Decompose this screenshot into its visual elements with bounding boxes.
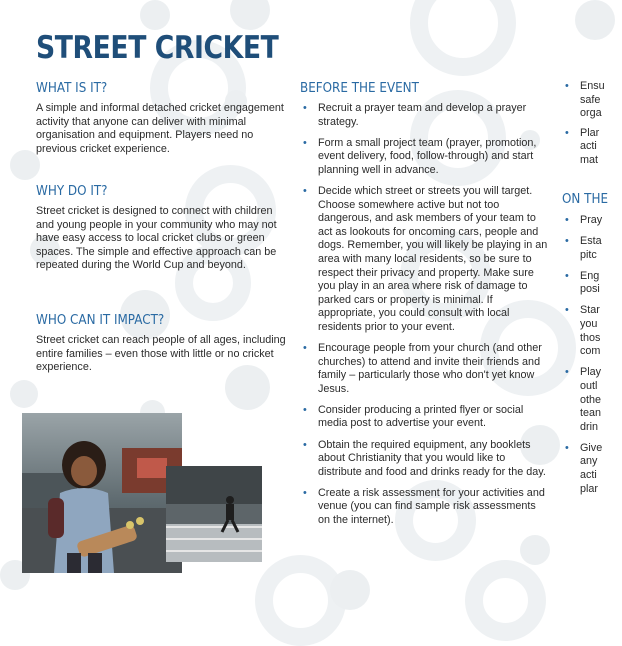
photo-young-person	[22, 413, 182, 573]
list-item: • Create a risk assessment for your activities and venue (you can find sample risk assessments on the internet).	[300, 487, 548, 528]
right-list-top	[562, 80, 622, 175]
right-list-bottom	[562, 214, 622, 504]
what-text: A simple and informal detached cricket engagement activity that anyone can deliver with minimal organisation and equipment. Players need no previous cricket experience.	[36, 102, 284, 155]
list-item: • Esta pitc	[562, 235, 622, 262]
before-list	[300, 102, 548, 535]
page-title: STREET CRICKET	[36, 30, 279, 66]
right-column-clipped	[562, 0, 609, 600]
why-text: Street cricket is designed to connect with children and young people in your community who may not have easy access to local cricket clubs or green spaces. The simple and effective approach can be repeated during the World Cup and beyond.	[36, 205, 277, 272]
list-item: • Plar acti mat	[562, 127, 622, 168]
list-item: • Play outl othe tean drin	[562, 366, 622, 434]
list-item: • Star you thos com	[562, 304, 622, 358]
photo-person-walking	[166, 466, 262, 562]
list-item: • Consider producing a printed flyer or social media post to advertise your event.	[300, 404, 548, 431]
list-item: • Encourage people from your church (and other churches) to attend and invite their friends and family – particularly those who don't yet know Jesus.	[300, 342, 548, 396]
who-text: Street cricket can reach people of all ages, including entire families – even those with little or no cricket experience.	[36, 334, 286, 374]
what-heading: WHAT IS IT?	[36, 81, 108, 96]
list-item: • Eng posi	[562, 270, 622, 297]
list-item: • Give any acti plar	[562, 442, 622, 496]
why-heading: WHY DO IT?	[36, 184, 108, 199]
list-item: • Pray	[562, 214, 622, 228]
list-item: • Ensu safe orga	[562, 80, 622, 121]
list-item: • Recruit a prayer team and develop a prayer strategy.	[300, 102, 548, 129]
on-the-day-heading: ON THE	[562, 192, 609, 207]
who-heading: WHO CAN IT IMPACT?	[36, 313, 165, 328]
list-item: • Form a small project team (prayer, promotion, event delivery, food, follow-through) and start planning well in advance.	[300, 137, 548, 178]
before-heading: BEFORE THE EVENT	[300, 81, 419, 96]
list-item: • Decide which street or streets you will target. Choose somewhere active but not too dangerous, and ask members of your team to act as lookouts for oncoming cars, people and dogs. Remember, you will likely be playing in an area with many local residents, so be sure to respect their privacy and property. Make sure you play in an area where risk of damage to parked cars or property is minimal. If appropriate, you could consult with local residents prior to your event.	[300, 185, 548, 335]
list-item: • Obtain the required equipment, any booklets about Christianity that you would like to distribute and food and drinks ready for the day.	[300, 439, 548, 480]
